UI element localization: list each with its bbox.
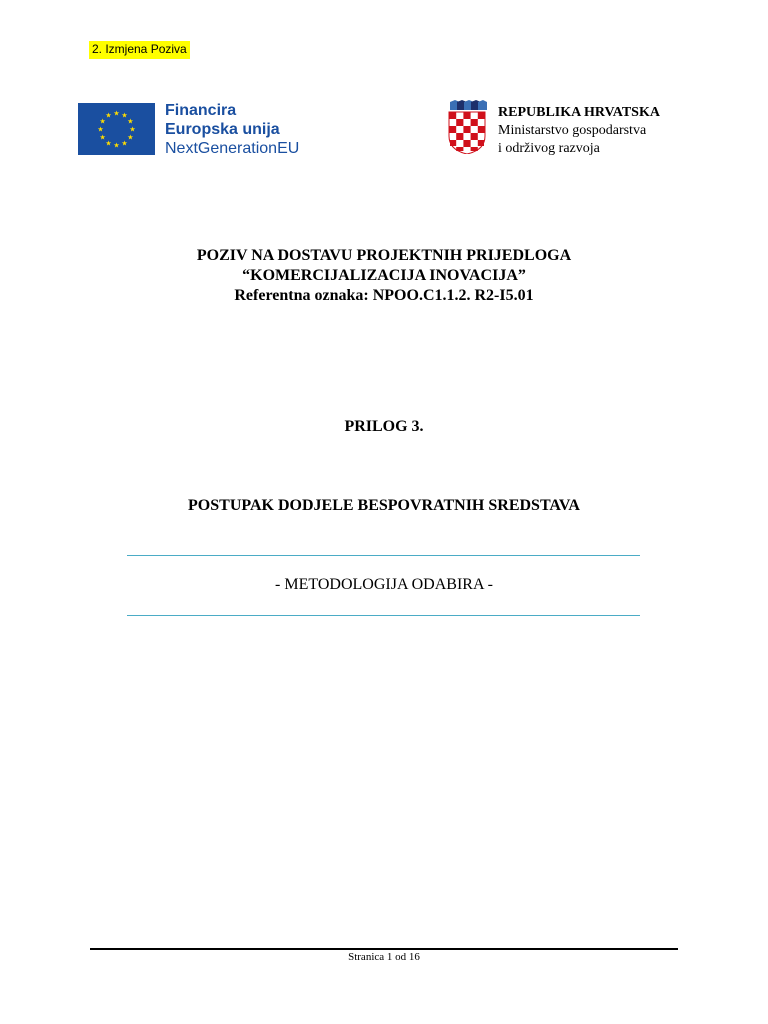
- document-title: [0, 246, 768, 306]
- title-line-2: “KOMERCIJALIZACIJA INOVACIJA”: [242, 267, 526, 284]
- svg-text:★: ★: [105, 111, 112, 120]
- svg-text:★: ★: [97, 125, 104, 134]
- annex-heading: PRILOG 3.: [344, 418, 424, 435]
- svg-text:★: ★: [127, 117, 134, 126]
- svg-text:★: ★: [113, 141, 120, 150]
- croatian-coat-of-arms-icon: [447, 100, 487, 154]
- eu-logo-line1: Financira: [165, 101, 237, 119]
- svg-text:★: ★: [129, 125, 136, 134]
- svg-text:★: ★: [99, 117, 106, 126]
- svg-text:★: ★: [99, 133, 106, 142]
- revision-note: 2. Izmjena Poziva: [89, 41, 190, 59]
- title-line-1: POZIV NA DOSTAVU PROJEKTNIH PRIJEDLOGA: [196, 247, 572, 264]
- footer-divider: [90, 948, 678, 950]
- eu-funding-logo: [78, 103, 299, 155]
- hr-logo-ministry-line1: Ministarstvo gospodarstva: [498, 123, 647, 138]
- methodology-subtitle: - METODOLOGIJA ODABIRA -: [275, 576, 493, 593]
- hr-logo-country: REPUBLIKA HRVATSKA: [498, 105, 660, 120]
- svg-text:★: ★: [105, 139, 112, 148]
- eu-logo-line3: NextGenerationEU: [165, 139, 300, 157]
- procedure-heading: POSTUPAK DODJELE BESPOVRATNIH SREDSTAVA: [188, 497, 580, 514]
- svg-text:★: ★: [121, 139, 128, 148]
- eu-logo-line2: Europska unija: [165, 120, 280, 138]
- croatia-ministry-logo: [447, 100, 660, 158]
- divider-top: [127, 555, 640, 556]
- divider-bottom: [127, 615, 640, 616]
- title-line-3: Referentna oznaka: NPOO.C1.1.2. R2-I5.01: [234, 287, 534, 304]
- eu-flag-icon: [78, 103, 155, 155]
- svg-text:★: ★: [121, 111, 128, 120]
- page-number: Stranica 1 od 16: [348, 951, 420, 963]
- svg-text:★: ★: [113, 109, 120, 118]
- hr-logo-ministry-line2: i održivog razvoja: [498, 141, 600, 156]
- svg-text:★: ★: [127, 133, 134, 142]
